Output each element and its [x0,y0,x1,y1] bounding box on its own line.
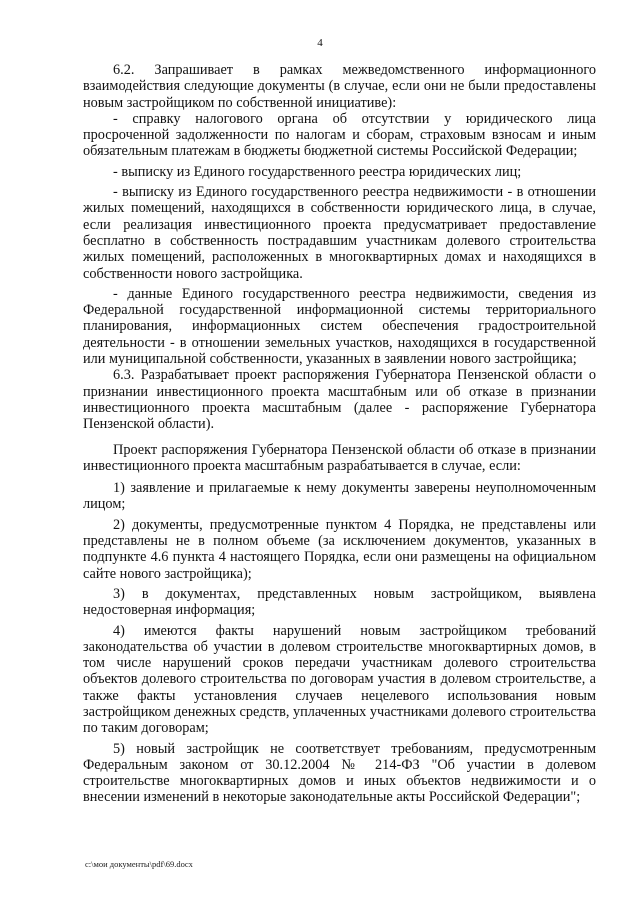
paragraph-egrn-data: - данные Единого государственного реестра недвижимости, сведения из Федеральной государственной информационной системы территориального планирования, информационных систем обеспечения градостроительной деятельности - в отношении земельных участков, находящихся в государственной или муниципальной собственности, указанных в заявлении нового застройщика; [83,285,596,368]
paragraph-egrul-extract: - выписку из Единого государственного реестра юридических лиц; [113,163,522,180]
document-body [83,62,596,806]
paragraph-tax-certificate: - справку налогового органа об отсутствии у юридического лица просроченной задолженности по налогам и сборам, страховым взносам и иным обязательным платежам в бюджеты бюджетной системы Российской Федерации; [83,110,596,160]
footer-file-path: c:\мои документы\pdf\69.docx [85,859,193,869]
paragraph-item-3: 3) в документах, представленных новым застройщиком, выявлена недостоверная информация; [83,585,596,619]
paragraph-item-2: 2) документы, предусмотренные пунктом 4 Порядка, не представлены или представлены не в полном объеме (за исключением документов, указанных в подпункте 4.6 пункта 4 настоящего Порядка, если они размещены на официальном сайте нового застройщика); [83,516,596,582]
paragraph-refusal-intro: Проект распоряжения Губернатора Пензенской области об отказе в признании инвестиционного проекта масштабным разрабатывается в случае, если: [83,441,596,474]
paragraph-6-3: 6.3. Разрабатывает проект распоряжения Губернатора Пензенской области о признании инвестиционного проекта масштабным или об отказе в признании инвестиционного проекта масштабным (далее - распоряжение Губернатора Пензенской области). [83,367,596,433]
paragraph-egrn-extract: - выписку из Единого государственного реестра недвижимости - в отношении жилых помещений, находящихся в собственности юридического лица, в случае, если реализация инвестиционного проекта предусматривает предоставление бесплатно в собственность пострадавшим участникам долевого строительства жилых помещений, расположенных в многоквартирных домах и находящихся в собственности нового застройщика. [83,184,596,282]
paragraph-item-1: 1) заявление и прилагаемые к нему документы заверены неуполномоченным лицом; [83,480,596,513]
page-number: 4 [317,37,323,49]
paragraph-item-4: 4) имеются факты нарушений новым застройщиком требований законодательства об участии в долевом строительстве многоквартирных домов, в том числе нарушений сроков передачи участникам долевого строительства объектов долевого строительства по договорам участия в долевом строительстве, а также факты установления случаев нецелевого использования новым застройщиком денежных средств, уплаченных участниками долевого строительства по таким договорам; [83,622,596,737]
paragraph-item-5: 5) новый застройщик не соответствует требованиям, предусмотренным Федеральным законом от 30.12.2004 № 214-ФЗ "Об участии в долевом строительстве многоквартирных домов и иных объектов недвижимости и о внесении изменений в некоторые законодательные акты Российской Федерации"; [83,740,596,806]
paragraph-6-2: 6.2. Запрашивает в рамках межведомственного информационного взаимодействия следующие документы (в случае, если они не были предоставлены новым застройщиком по собственной инициативе): [83,62,596,111]
